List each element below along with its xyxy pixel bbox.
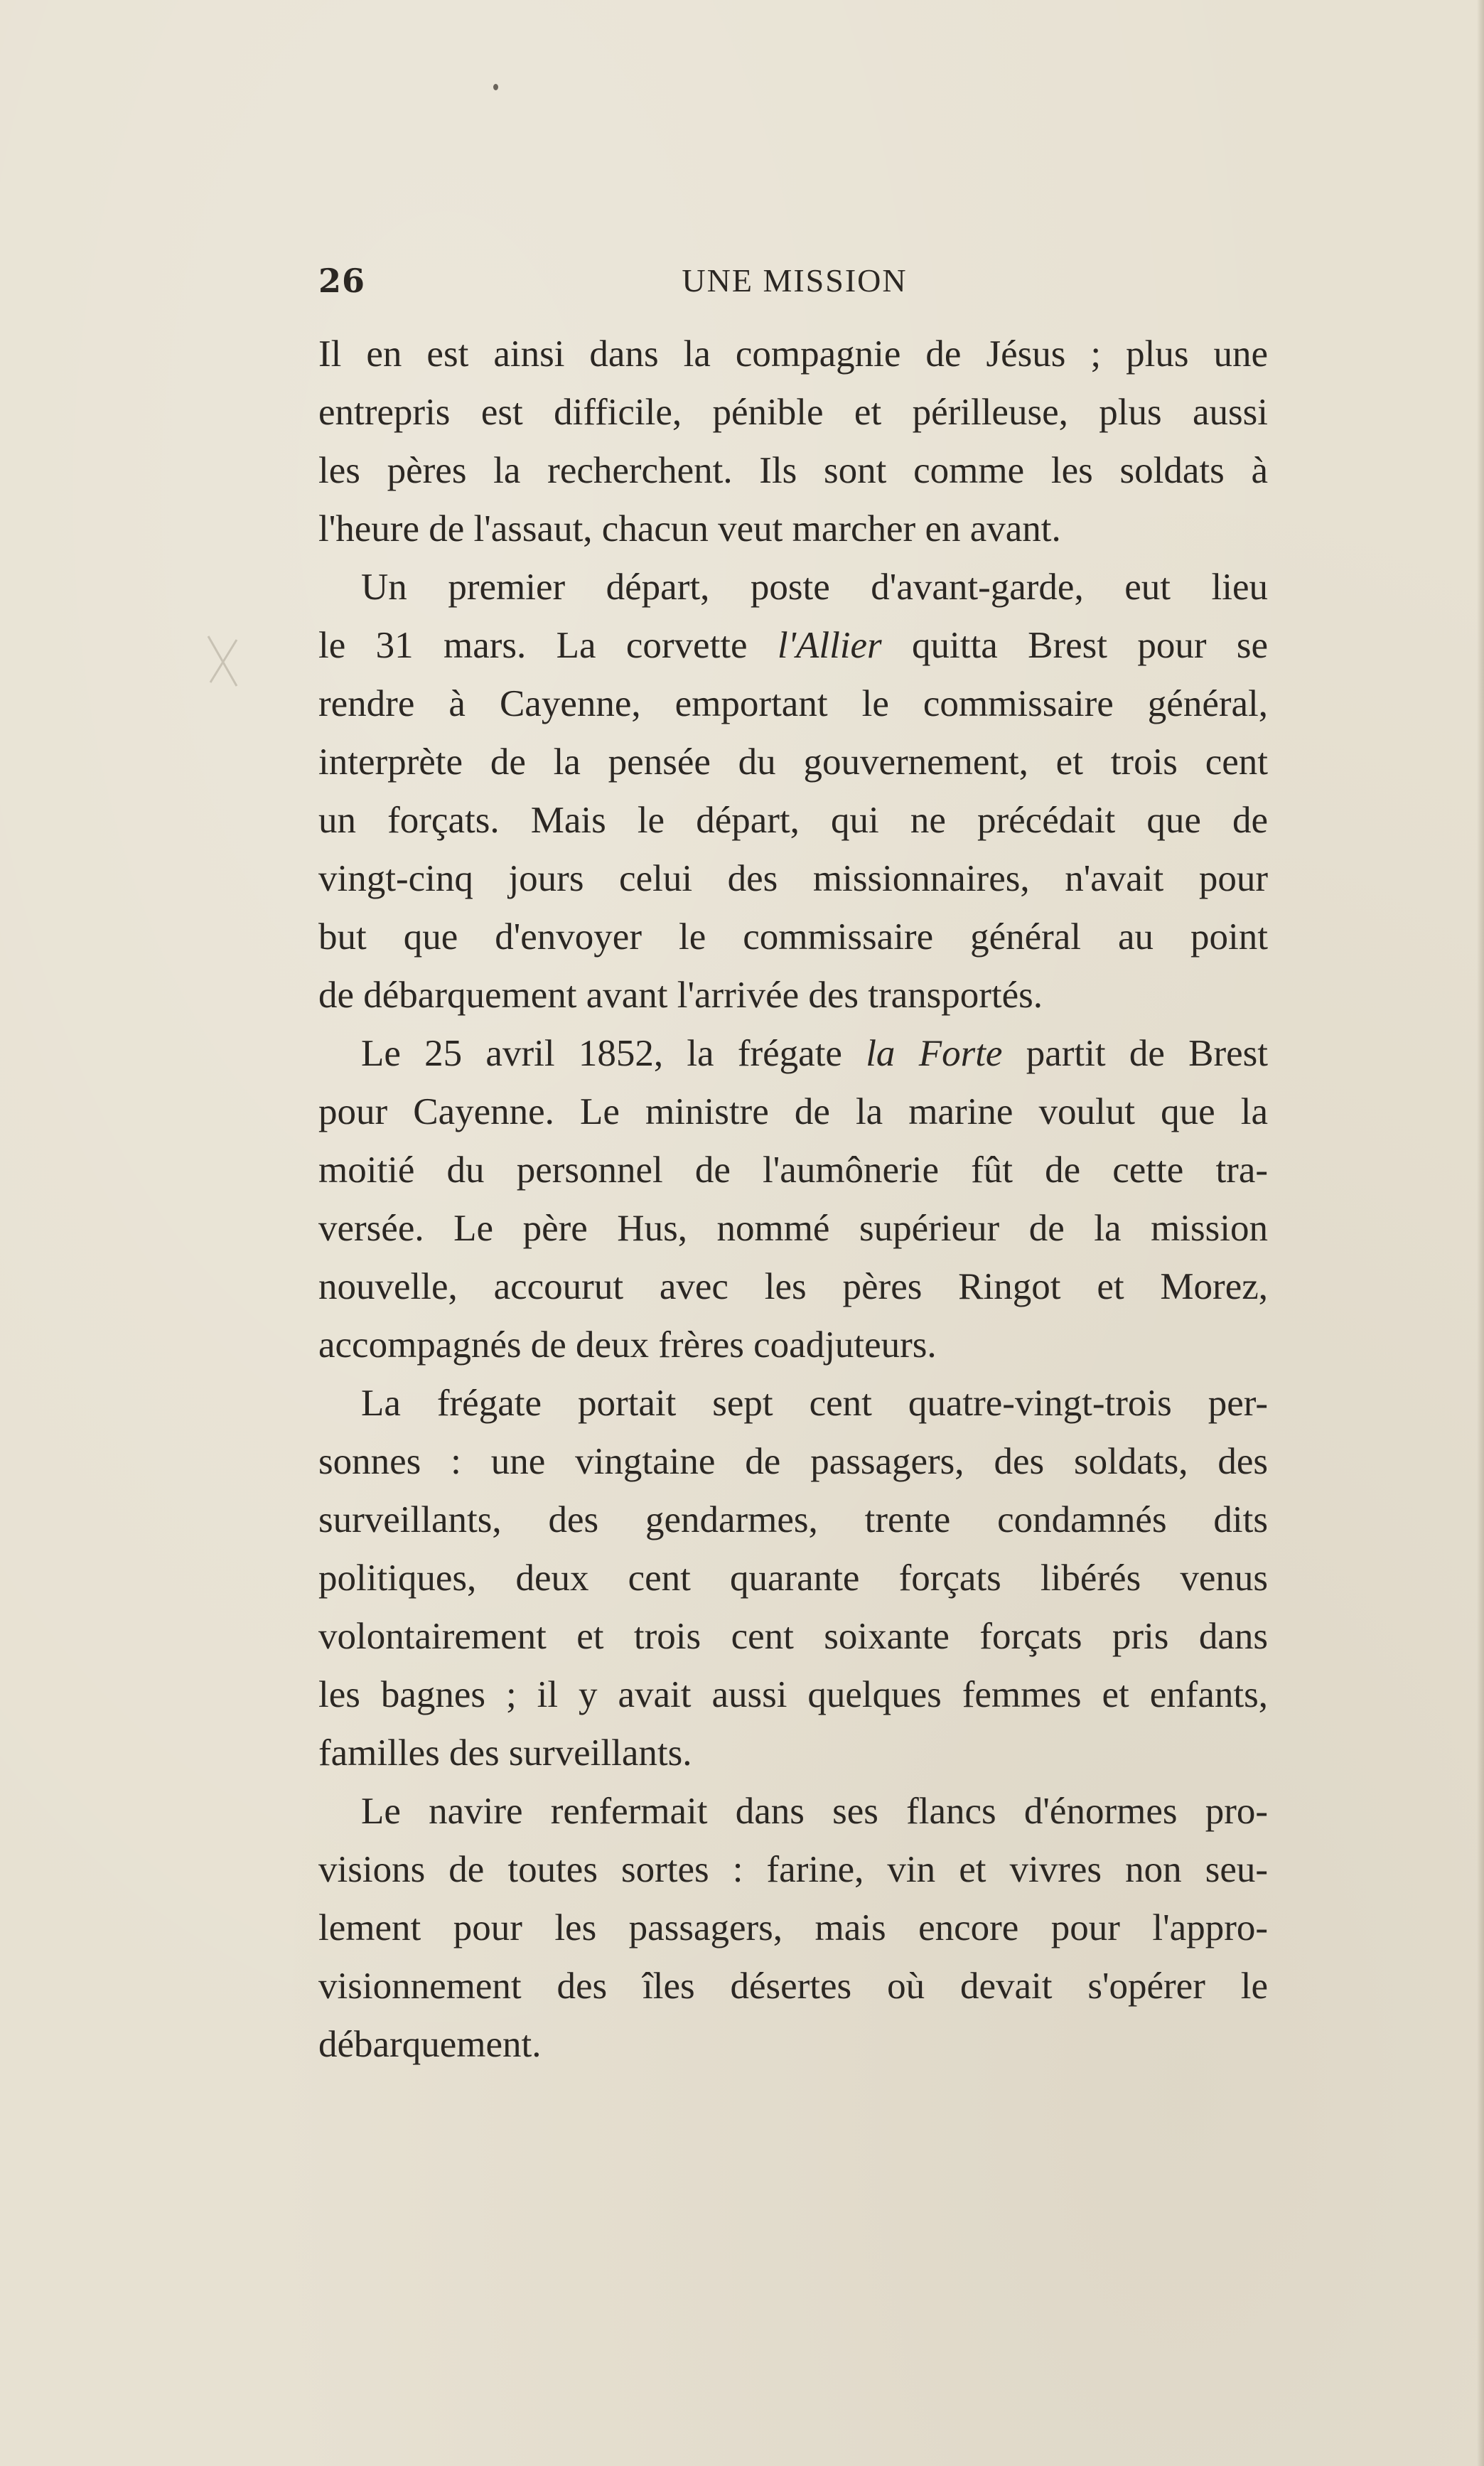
text-run: La frégate portait sept cent quatre-vingt-trois per- (361, 1383, 1268, 1424)
italic-title: la Forte (866, 1033, 1003, 1074)
paragraph (318, 1374, 1268, 1782)
text-line (318, 1432, 1268, 1491)
text-run: Un premier départ, poste d'avant-garde, eut lieu (361, 567, 1268, 608)
text-run: lement pour les passagers, mais encore pour l'appro- (318, 1907, 1268, 1948)
text-line (318, 1724, 1268, 1782)
text-line (318, 383, 1268, 441)
text-line (318, 616, 1268, 675)
text-line (318, 1316, 1268, 1374)
text-run: débarquement. (318, 2024, 542, 2065)
text-run: versée. Le père Hus, nommé supérieur de la mission (318, 1208, 1268, 1249)
running-title: UNE MISSION (682, 262, 908, 299)
paragraph (318, 558, 1268, 1024)
text-run: Il en est ainsi dans la compagnie de Jésus ; plus une (318, 333, 1268, 375)
text-line (318, 1840, 1268, 1899)
body-text (318, 325, 1268, 2074)
page-number: 26 (318, 262, 366, 300)
text-line (318, 1024, 1268, 1083)
text-line (318, 1083, 1268, 1141)
text-line (318, 675, 1268, 733)
text-line (318, 1549, 1268, 1607)
text-line (318, 849, 1268, 908)
text-run: les pères la recherchent. Ils sont comme les soldats à (318, 450, 1268, 491)
text-run: moitié du personnel de l'aumônerie fût de cette tra- (318, 1149, 1268, 1191)
text-line (318, 1782, 1268, 1840)
paragraph (318, 1024, 1268, 1374)
text-run: partit de Brest (1002, 1033, 1268, 1074)
text-line (318, 1899, 1268, 1957)
text-line (318, 733, 1268, 791)
page-edge-shadow (1477, 0, 1484, 2466)
text-run: Le 25 avril 1852, la frégate (361, 1033, 866, 1074)
text-run: visions de toutes sortes : farine, vin et vivres non seu- (318, 1849, 1268, 1890)
text-line (318, 1199, 1268, 1258)
ink-speck (493, 84, 498, 90)
text-line (318, 791, 1268, 849)
text-run: accompagnés de deux frères coadjuteurs. (318, 1324, 937, 1366)
text-line (318, 558, 1268, 616)
paragraph (318, 1782, 1268, 2074)
text-run: visionnement des îles désertes où devait s'opérer le (318, 1966, 1268, 2007)
text-run: politiques, deux cent quarante forçats libérés venus (318, 1558, 1268, 1599)
text-run: volontairement et trois cent soixante forçats pris dans (318, 1616, 1268, 1657)
text-line (318, 1141, 1268, 1199)
italic-title: l'Allier (777, 625, 882, 666)
text-line (318, 908, 1268, 966)
text-run: pour Cayenne. Le ministre de la marine voulut que la (318, 1091, 1268, 1132)
text-run: les bagnes ; il y avait aussi quelques femmes et enfants, (318, 1674, 1268, 1715)
running-head (318, 262, 1271, 304)
text-run: familles des surveillants. (318, 1732, 692, 1774)
text-line (318, 500, 1268, 558)
text-run: entrepris est difficile, pénible et périlleuse, plus aussi (318, 392, 1268, 433)
text-line (318, 966, 1268, 1024)
text-run: quitta Brest pour se (881, 625, 1269, 666)
text-run: un forçats. Mais le départ, qui ne précédait que de (318, 800, 1268, 841)
text-line (318, 1258, 1268, 1316)
text-line (318, 1607, 1268, 1666)
text-run: l'heure de l'assaut, chacun veut marcher en avant. (318, 508, 1061, 550)
text-line (318, 441, 1268, 500)
text-run: sonnes : une vingtaine de passagers, des soldats, des (318, 1441, 1268, 1482)
text-run: nouvelle, accourut avec les pères Ringot et Morez, (318, 1266, 1268, 1307)
text-run: de débarquement avant l'arrivée des transportés. (318, 975, 1043, 1016)
text-line (318, 325, 1268, 383)
pencil-mark-icon (205, 633, 240, 690)
text-run: le 31 mars. La corvette (318, 625, 778, 666)
text-line (318, 1666, 1268, 1724)
text-run: surveillants, des gendarmes, trente condamnés dits (318, 1499, 1268, 1540)
text-run: interprète de la pensée du gouvernement, et trois cent (318, 741, 1268, 783)
text-line (318, 1957, 1268, 2015)
text-line (318, 1374, 1268, 1432)
text-line (318, 2015, 1268, 2074)
paragraph (318, 325, 1268, 558)
text-run: vingt-cinq jours celui des missionnaires, n'avait pour (318, 858, 1268, 899)
text-run: but que d'envoyer le commissaire général au point (318, 916, 1268, 958)
text-run: Le navire renfermait dans ses flancs d'énormes pro- (361, 1791, 1268, 1832)
text-run: rendre à Cayenne, emportant le commissaire général, (318, 683, 1268, 724)
text-line (318, 1491, 1268, 1549)
